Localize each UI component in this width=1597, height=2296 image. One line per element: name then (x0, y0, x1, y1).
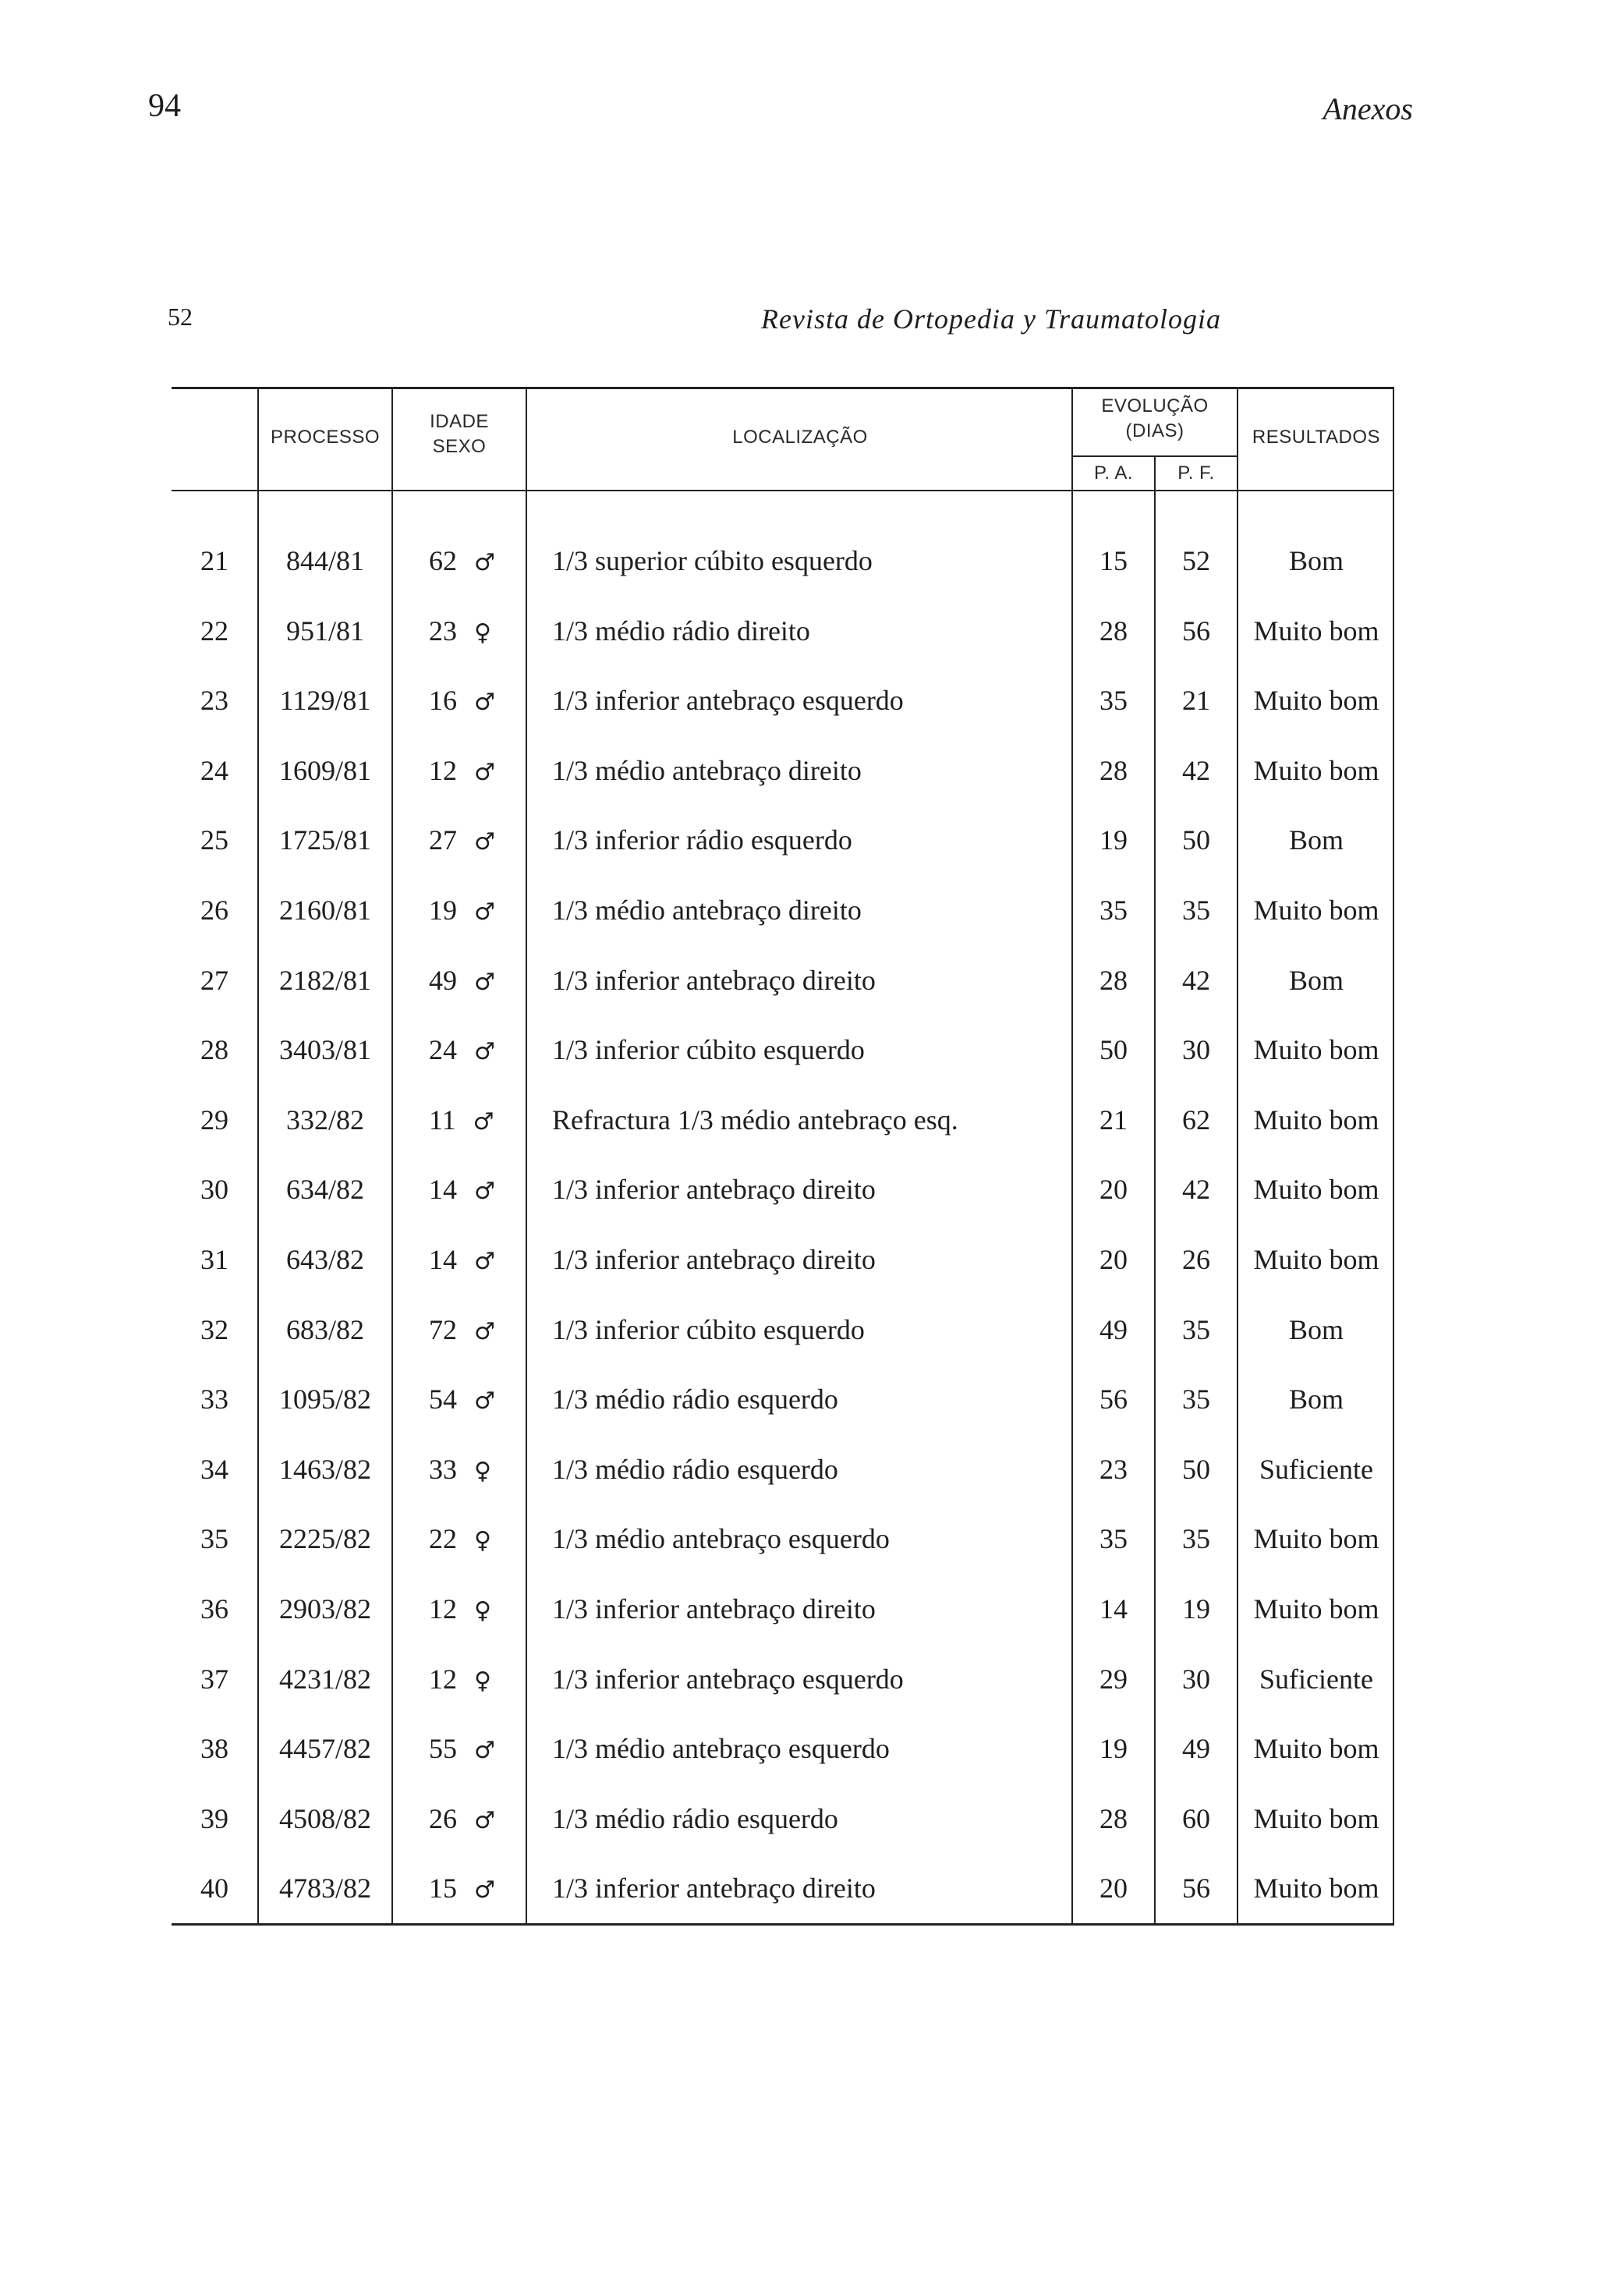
row-localizacao: 1/3 médio antebraço direito (552, 895, 862, 926)
row-idade: 16 (429, 685, 457, 717)
row-pa: 20 (1099, 1873, 1128, 1904)
row-resultado: Bom (1288, 1313, 1344, 1345)
row-idade: 12 (429, 1663, 457, 1695)
row-pf: 21 (1182, 685, 1210, 717)
row-idade-sexo (393, 1154, 526, 1224)
row-localizacao: 1/3 médio rádio esquerdo (552, 1802, 838, 1834)
table-row (172, 1295, 1394, 1365)
table-row (172, 805, 1394, 875)
row-localizacao: 1/3 inferior cúbito esquerdo (552, 1313, 865, 1345)
row-number: 32 (200, 1313, 228, 1345)
row-localizacao: 1/3 médio antebraço esquerdo (552, 1523, 890, 1555)
row-idade-sexo (393, 1713, 526, 1784)
row-idade-sexo (393, 1644, 526, 1714)
row-localizacao: 1/3 inferior rádio esquerdo (552, 824, 852, 856)
row-processo: 4783/82 (278, 1873, 371, 1904)
table-row (172, 1853, 1394, 1923)
row-pa: 28 (1099, 615, 1128, 647)
row-processo: 1129/81 (279, 685, 371, 717)
row-number: 39 (200, 1802, 228, 1834)
row-pf: 35 (1182, 895, 1210, 926)
row-idade-sexo (393, 1504, 526, 1574)
row-pa: 35 (1099, 685, 1128, 717)
row-idade: 27 (429, 824, 457, 856)
journal-title-text: Revista de Ortopedia y Traumatologia (761, 303, 1221, 335)
row-pf: 35 (1182, 1313, 1210, 1345)
row-localizacao: 1/3 médio antebraço direito (552, 754, 862, 786)
row-idade-sexo (393, 526, 526, 596)
row-idade: 14 (429, 1174, 457, 1206)
row-pa: 28 (1099, 964, 1128, 996)
row-resultado: Suficiente (1259, 1663, 1373, 1695)
row-pf: 60 (1182, 1802, 1210, 1834)
row-resultado: Muito bom (1253, 1034, 1379, 1066)
row-number: 27 (200, 964, 228, 996)
row-pa: 21 (1099, 1104, 1128, 1136)
table-row (172, 1224, 1394, 1295)
row-idade: 22 (429, 1523, 457, 1555)
row-localizacao: 1/3 médio rádio esquerdo (552, 1453, 838, 1485)
row-number: 33 (200, 1384, 228, 1416)
row-idade: 11 (429, 1104, 456, 1136)
row-number: 21 (200, 545, 228, 576)
row-pf: 50 (1182, 824, 1210, 856)
row-resultado: Muito bom (1253, 895, 1379, 926)
row-number: 31 (200, 1244, 228, 1275)
row-number: 22 (200, 615, 228, 647)
row-processo: 332/82 (285, 1104, 364, 1136)
row-idade-sexo (393, 1085, 526, 1155)
table-row (172, 1574, 1394, 1644)
header-bottom-rule (172, 490, 1394, 491)
header-localizacao: LOCALIZAÇÃO (732, 427, 868, 448)
header-idade: IDADE (430, 411, 489, 432)
header-pf: P. F. (1177, 462, 1215, 484)
row-pa: 23 (1099, 1453, 1128, 1485)
row-pa: 50 (1099, 1034, 1128, 1066)
table-row (172, 1644, 1394, 1714)
row-pa: 35 (1099, 1523, 1128, 1555)
row-pa: 15 (1099, 545, 1128, 576)
row-idade: 15 (429, 1873, 457, 1904)
table-row (172, 526, 1394, 596)
row-pf: 42 (1182, 964, 1210, 996)
male-symbol-icon: ♂ (474, 1317, 495, 1345)
row-resultado: Bom (1288, 964, 1344, 996)
male-symbol-icon: ♂ (474, 1038, 495, 1066)
row-resultado: Muito bom (1253, 1733, 1379, 1765)
row-pa: 35 (1099, 895, 1128, 926)
female-symbol-icon: ♀ (474, 1667, 491, 1695)
row-pf: 56 (1182, 615, 1210, 647)
row-processo: 634/82 (285, 1174, 364, 1206)
header-pa: P. A. (1093, 462, 1134, 484)
table-row (172, 1713, 1394, 1784)
table-row (172, 1434, 1394, 1504)
row-processo: 643/82 (285, 1244, 364, 1275)
row-idade-sexo (393, 596, 526, 666)
header-sexo: SEXO (432, 436, 487, 457)
journal-title (0, 303, 1221, 335)
male-symbol-icon: ♂ (474, 1248, 495, 1275)
row-idade: 33 (429, 1453, 457, 1485)
row-resultado: Muito bom (1253, 1244, 1379, 1275)
row-processo: 844/81 (285, 545, 364, 576)
table-row (172, 1154, 1394, 1224)
row-processo: 4508/82 (278, 1802, 371, 1834)
row-pf: 50 (1182, 1453, 1210, 1485)
row-processo: 2903/82 (278, 1593, 371, 1625)
row-resultado: Muito bom (1253, 1174, 1379, 1206)
table-row (172, 1504, 1394, 1574)
male-symbol-icon: ♂ (474, 689, 495, 717)
row-pa: 19 (1099, 824, 1128, 856)
row-localizacao: 1/3 inferior antebraço direito (552, 1244, 876, 1275)
row-resultado: Muito bom (1253, 1802, 1379, 1834)
male-symbol-icon: ♂ (474, 1387, 495, 1416)
row-idade: 12 (429, 1593, 457, 1625)
male-symbol-icon: ♂ (474, 1737, 495, 1765)
row-idade: 72 (429, 1313, 457, 1345)
male-symbol-icon: ♂ (474, 968, 495, 996)
row-idade: 54 (429, 1384, 457, 1416)
table-row (172, 1784, 1394, 1854)
row-pf: 35 (1182, 1523, 1210, 1555)
header-resultados: RESULTADOS (1252, 427, 1381, 448)
row-number: 26 (200, 895, 228, 926)
row-pf: 42 (1182, 754, 1210, 786)
table-row (172, 665, 1394, 735)
row-pf: 30 (1182, 1034, 1210, 1066)
header-dias: (DIAS) (1125, 420, 1184, 441)
row-pf: 56 (1182, 1873, 1210, 1904)
row-localizacao: 1/3 superior cúbito esquerdo (552, 545, 873, 576)
female-symbol-icon: ♀ (474, 618, 491, 647)
row-pf: 62 (1182, 1104, 1210, 1136)
row-processo: 951/81 (285, 615, 364, 647)
row-pf: 19 (1182, 1593, 1210, 1625)
row-idade: 62 (429, 545, 457, 576)
results-table (172, 387, 1394, 1926)
table-row (172, 596, 1394, 666)
row-processo: 3403/81 (278, 1034, 371, 1066)
row-number: 23 (200, 685, 228, 717)
row-localizacao: 1/3 médio rádio esquerdo (552, 1384, 838, 1416)
row-number: 38 (200, 1733, 228, 1765)
inner-page-number: 52 (168, 303, 193, 331)
row-resultado: Muito bom (1253, 1593, 1379, 1625)
row-pa: 49 (1099, 1313, 1128, 1345)
male-symbol-icon: ♂ (474, 1876, 495, 1904)
row-pf: 49 (1182, 1733, 1210, 1765)
row-pf: 52 (1182, 545, 1210, 576)
row-processo: 1609/81 (278, 754, 371, 786)
row-processo: 1095/82 (278, 1384, 371, 1416)
row-resultado: Muito bom (1253, 1873, 1379, 1904)
row-processo: 4231/82 (278, 1663, 371, 1695)
row-localizacao: 1/3 inferior antebraço esquerdo (552, 685, 904, 717)
row-pa: 56 (1099, 1384, 1128, 1416)
row-idade-sexo (393, 1224, 526, 1295)
row-number: 37 (200, 1663, 228, 1695)
row-localizacao: 1/3 médio antebraço esquerdo (552, 1733, 890, 1765)
row-localizacao: 1/3 inferior antebraço direito (552, 1174, 876, 1206)
row-idade-sexo (393, 1295, 526, 1365)
row-idade-sexo (393, 665, 526, 735)
row-pa: 28 (1099, 1802, 1128, 1834)
table-top-rule (172, 387, 1394, 389)
row-processo: 1463/82 (278, 1453, 371, 1485)
row-localizacao: 1/3 inferior antebraço direito (552, 1593, 876, 1625)
row-resultado: Bom (1288, 824, 1344, 856)
row-pa: 19 (1099, 1733, 1128, 1765)
female-symbol-icon: ♀ (474, 1457, 491, 1485)
row-resultado: Muito bom (1253, 685, 1379, 717)
section-title: Anexos (1323, 91, 1413, 126)
row-pa: 14 (1099, 1593, 1128, 1625)
male-symbol-icon: ♂ (474, 898, 495, 926)
row-pf: 26 (1182, 1244, 1210, 1275)
row-localizacao: 1/3 médio rádio direito (552, 615, 810, 647)
row-localizacao: 1/3 inferior antebraço esquerdo (552, 1663, 904, 1695)
row-idade: 49 (429, 964, 457, 996)
table-row (172, 1364, 1394, 1434)
header-evolucao: EVOLUÇÃO (1101, 395, 1209, 416)
row-number: 30 (200, 1174, 228, 1206)
row-resultado: Muito bom (1253, 1104, 1379, 1136)
row-pa: 20 (1099, 1244, 1128, 1275)
row-idade: 24 (429, 1034, 457, 1066)
row-idade-sexo (393, 805, 526, 875)
row-number: 29 (200, 1104, 228, 1136)
row-idade-sexo (393, 1853, 526, 1923)
header-processo: PROCESSO (270, 427, 381, 448)
row-processo: 2182/81 (278, 964, 371, 996)
female-symbol-icon: ♀ (474, 1527, 491, 1555)
page-number: 94 (148, 88, 181, 124)
row-idade-sexo (393, 875, 526, 945)
table-row (172, 1085, 1394, 1155)
row-processo: 1725/81 (278, 824, 371, 856)
row-processo: 4457/82 (278, 1733, 371, 1765)
row-localizacao: 1/3 inferior cúbito esquerdo (552, 1034, 865, 1066)
female-symbol-icon: ♀ (474, 1597, 491, 1625)
table-row (172, 945, 1394, 1015)
row-idade-sexo (393, 1015, 526, 1085)
row-resultado: Muito bom (1253, 615, 1379, 647)
row-idade: 12 (429, 754, 457, 786)
row-number: 35 (200, 1523, 228, 1555)
row-processo: 683/82 (285, 1313, 364, 1345)
row-number: 34 (200, 1453, 228, 1485)
row-number: 25 (200, 824, 228, 856)
male-symbol-icon: ♂ (474, 1806, 495, 1834)
row-number: 24 (200, 754, 228, 786)
male-symbol-icon: ♂ (474, 549, 495, 576)
row-idade-sexo (393, 1434, 526, 1504)
table-bottom-rule (172, 1923, 1394, 1926)
row-pa: 29 (1099, 1663, 1128, 1695)
row-idade-sexo (393, 1574, 526, 1644)
row-processo: 2225/82 (278, 1523, 371, 1555)
male-symbol-icon: ♂ (474, 758, 495, 786)
row-resultado: Bom (1288, 545, 1344, 576)
row-idade-sexo (393, 735, 526, 806)
row-idade: 23 (429, 615, 457, 647)
row-pf: 30 (1182, 1663, 1210, 1695)
row-idade-sexo (393, 945, 526, 1015)
row-pa: 28 (1099, 754, 1128, 786)
row-number: 40 (200, 1873, 228, 1904)
table-row (172, 875, 1394, 945)
table-row (172, 1015, 1394, 1085)
male-symbol-icon: ♂ (474, 828, 495, 856)
row-idade: 19 (429, 895, 457, 926)
row-resultado: Muito bom (1253, 1523, 1379, 1555)
row-resultado: Bom (1288, 1384, 1344, 1416)
row-pf: 35 (1182, 1384, 1210, 1416)
row-number: 36 (200, 1593, 228, 1625)
row-resultado: Muito bom (1253, 754, 1379, 786)
row-processo: 2160/81 (278, 895, 371, 926)
table-row (172, 735, 1394, 806)
row-idade-sexo (393, 1364, 526, 1434)
row-idade: 26 (429, 1802, 457, 1834)
row-pa: 20 (1099, 1174, 1128, 1206)
row-idade-sexo (393, 1784, 526, 1854)
male-symbol-icon: ♂ (473, 1107, 494, 1136)
row-idade: 55 (429, 1733, 457, 1765)
row-idade: 14 (429, 1244, 457, 1275)
row-number: 28 (200, 1034, 228, 1066)
male-symbol-icon: ♂ (474, 1178, 495, 1206)
row-localizacao: Refractura 1/3 médio antebraço esq. (552, 1104, 958, 1136)
row-localizacao: 1/3 inferior antebraço direito (552, 1873, 876, 1904)
row-pf: 42 (1182, 1174, 1210, 1206)
row-localizacao: 1/3 inferior antebraço direito (552, 964, 876, 996)
row-resultado: Suficiente (1259, 1453, 1373, 1485)
